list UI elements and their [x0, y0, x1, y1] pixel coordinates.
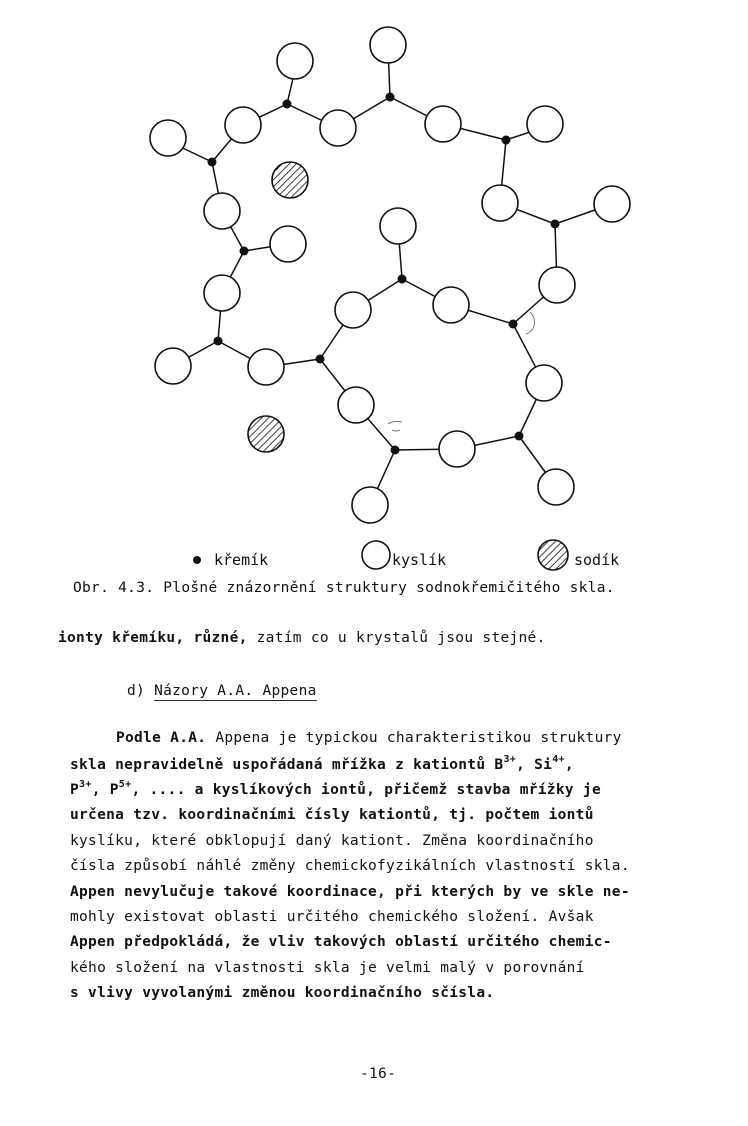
oxygen-atom	[425, 106, 461, 142]
oxygen-atom	[248, 349, 284, 385]
text: , .... a kyslíkových iontů, přičemž stavba mřížky je	[131, 782, 601, 798]
text: zatím co u krystalů jsou stejné.	[247, 630, 546, 646]
oxygen-atom	[538, 469, 574, 505]
oxygen-atom	[352, 487, 388, 523]
text: , P	[91, 782, 119, 798]
silicon-atom	[214, 337, 223, 346]
silicon-atom	[515, 432, 524, 441]
paragraph-line-6: čísla způsobí náhlé změny chemickofyzikálních vlastností skla.	[70, 858, 630, 874]
paragraph-line-2	[70, 754, 574, 773]
oxygen-atom	[225, 107, 261, 143]
paragraph-line-8: mohly existovat oblasti určitého chemického složení. Avšak	[70, 909, 594, 925]
silicon-atom	[509, 320, 518, 329]
page-number: -16-	[360, 1066, 397, 1082]
sodium-atoms	[248, 162, 308, 452]
section-heading	[127, 683, 317, 699]
legend-sodium-icon	[538, 540, 568, 570]
oxygen-atom	[594, 186, 630, 222]
paragraph-line-ionty	[58, 630, 546, 646]
oxygen-atom	[433, 287, 469, 323]
superscript: 4+	[552, 754, 565, 765]
oxygen-atom	[270, 226, 306, 262]
superscript: 5+	[118, 779, 132, 790]
silicon-atom	[391, 446, 400, 455]
text: Appena je typickou charakteristikou struktury	[206, 730, 622, 746]
sodium-atom	[248, 416, 284, 452]
text-bold: ionty křemíku, různé,	[58, 630, 248, 646]
silicon-atom	[316, 355, 325, 364]
oxygen-atom	[482, 185, 518, 221]
oxygen-atom	[380, 208, 416, 244]
legend-oxygen-label: kyslík	[392, 551, 447, 569]
oxygen-atom	[320, 110, 356, 146]
section-title: Názory A.A. Appena	[154, 683, 317, 699]
paragraph-line-5: kyslíku, které obklopují daný kationt. Změna koordinačního	[70, 833, 594, 849]
silicon-atoms	[208, 93, 560, 455]
oxygen-atom	[338, 387, 374, 423]
oxygen-atom	[527, 106, 563, 142]
pencil-marks	[388, 312, 535, 431]
silicon-atom	[240, 247, 249, 256]
legend	[193, 540, 619, 570]
paragraph-line-10: kého složení na vlastnosti skla je velmi malý v porovnání	[70, 960, 585, 976]
text: skla nepravidelně uspořádaná mřížka z kationtů B	[70, 757, 504, 773]
oxygen-atom	[204, 275, 240, 311]
superscript: 3+	[503, 754, 517, 765]
oxygen-atom	[370, 27, 406, 63]
oxygen-atom	[539, 267, 575, 303]
paragraph-line-11: s vlivy vyvolanými změnou koordinačního sčísla.	[70, 985, 495, 1001]
oxygen-atom	[335, 292, 371, 328]
oxygen-atom	[155, 348, 191, 384]
oxygen-atom	[277, 43, 313, 79]
paragraph-line-9: Appen předpokládá, že vliv takových oblastí určitého chemic-	[70, 934, 612, 950]
oxygen-atom	[439, 431, 475, 467]
silicon-atom	[502, 136, 511, 145]
paragraph-line-4: určena tzv. koordinačními čísly kationtů, tj. počtem iontů	[70, 807, 594, 823]
paragraph-line-3	[70, 779, 601, 798]
silicon-atom	[283, 100, 292, 109]
silicon-atom	[208, 158, 217, 167]
oxygen-atom	[526, 365, 562, 401]
oxygen-atom	[204, 193, 240, 229]
legend-silicon-icon	[193, 556, 201, 564]
paragraph-line-1	[116, 730, 622, 746]
legend-oxygen-icon	[362, 541, 390, 569]
figure-caption: Obr. 4.3. Plošné znázornění struktury sodnokřemičitého skla.	[73, 580, 615, 596]
legend-silicon-label: křemík	[214, 551, 269, 569]
text: ,	[564, 757, 574, 773]
paragraph-line-7: Appen nevylučuje takové koordinace, při kterých by ve skle ne-	[70, 884, 630, 900]
text: , Si	[516, 757, 553, 773]
oxygen-atom	[150, 120, 186, 156]
section-prefix: d)	[127, 683, 155, 699]
silicon-atom	[551, 220, 560, 229]
superscript: 3+	[79, 779, 92, 790]
text-bold: Podle A.A.	[116, 730, 207, 746]
silicon-atom	[398, 275, 407, 284]
silicon-atom	[386, 93, 395, 102]
sodium-atom	[272, 162, 308, 198]
text: P	[70, 782, 80, 798]
legend-sodium-label: sodík	[574, 551, 620, 569]
